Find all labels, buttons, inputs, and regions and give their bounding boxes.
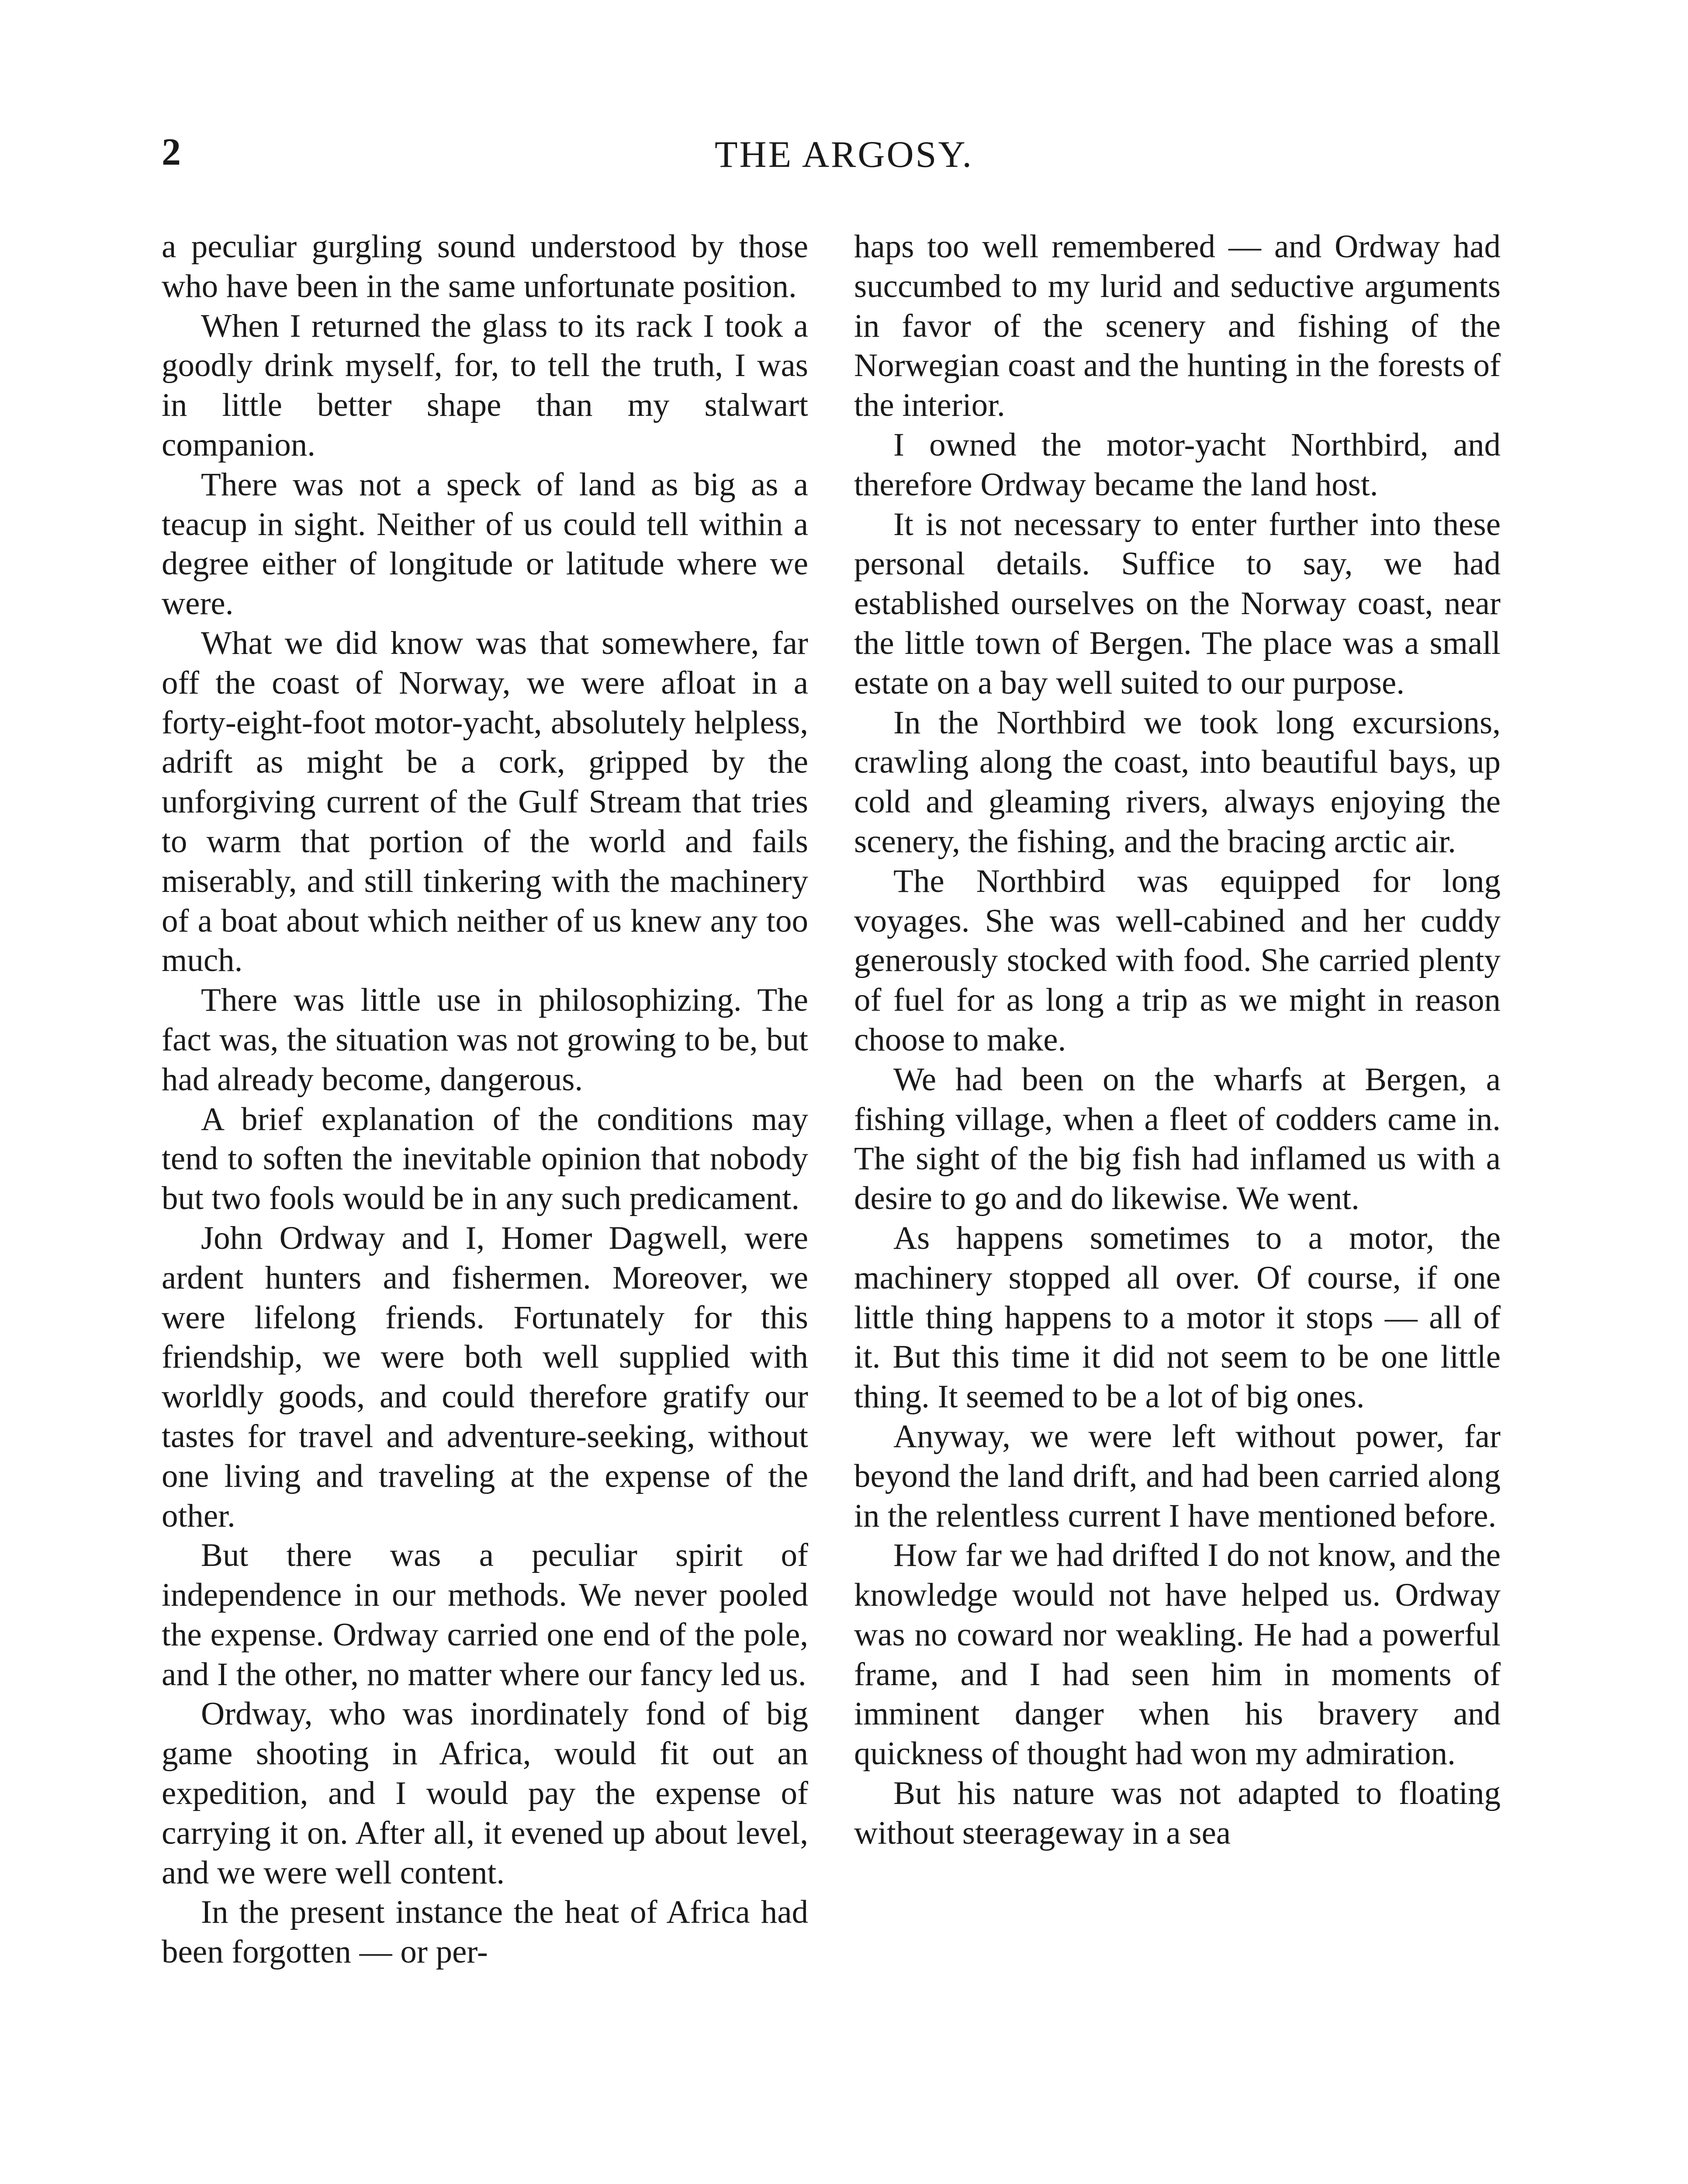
- paragraph: There was not a speck of land as big as a teacup in sight. Neither of us could tell within a degree either of longitude or latitude where we were.: [162, 466, 808, 622]
- paragraph: But there was a peculiar spirit of independence in our methods. We never pooled the expense. Ordway carried one end of the pole, and I the other, no matter where our fancy led us.: [162, 1537, 808, 1693]
- paragraph: How far we had drifted I do not know, and the knowledge would not have helped us. Ordway was no coward nor weakling. He had a powerful frame, and I had seen him in moments of imminent danger when his bravery and quickness of thought had won my admiration.: [854, 1537, 1501, 1772]
- paragraph: It is not necessary to enter further into these personal details. Suffice to say, we had established ourselves on the Norway coast, near the little town of Bergen. The place was a small estate on a bay well suited to our purpose.: [854, 506, 1501, 701]
- paragraph: In the present instance the heat of Africa had been forgotten — or per-: [162, 1894, 808, 1970]
- paragraph: In the Northbird we took long excursions, crawling along the coast, into beautiful bays, up cold and gleaming rivers, always enjoying the scenery, the fishing, and the bracing arctic air.: [854, 704, 1501, 860]
- paragraph: a peculiar gurgling sound understood by those who have been in the same unfortunate position.: [162, 228, 808, 304]
- paragraph: As happens sometimes to a motor, the machinery stopped all over. Of course, if one little thing happens to a motor it stops — all of it. But this time it did not seem to be one little thing. It seemed to be a lot of big ones.: [854, 1220, 1501, 1415]
- paragraph: Ordway, who was inordinately fond of big game shooting in Africa, would fit out an expedition, and I would pay the expense of carrying it on. After all, it evened up about level, and we were well content.: [162, 1696, 808, 1891]
- paragraph: haps too well remembered — and Ordway had succumbed to my lurid and seductive arguments in favor of the scenery and fishing of the Norwegian coast and the hunting in the forests of the interior.: [854, 228, 1501, 424]
- right-text-column: [854, 227, 1501, 1853]
- paragraph: I owned the motor-yacht Northbird, and therefore Ordway became the land host.: [854, 426, 1501, 503]
- running-head: THE ARGOSY.: [715, 133, 973, 175]
- paragraph: We had been on the wharfs at Bergen, a fishing village, when a fleet of codders came in. The sight of the big fish had inflamed us with a desire to go and do likewise. We went.: [854, 1061, 1501, 1217]
- left-text-column: [162, 227, 808, 1972]
- paragraph: A brief explanation of the conditions may tend to soften the inevitable opinion that nobody but two fools would be in any such predicament.: [162, 1101, 808, 1217]
- paragraph: John Ordway and I, Homer Dagwell, were ardent hunters and fishermen. Moreover, we were lifelong friends. Fortunately for this friendship, we were both well supplied with worldly goods, and could therefore gratify our tastes for travel and adventure-seeking, without one living and traveling at the expense of the other.: [162, 1220, 808, 1534]
- page-number: 2: [162, 131, 181, 173]
- paragraph: But his nature was not adapted to floating without steerageway in a sea: [854, 1775, 1501, 1851]
- paragraph: The Northbird was equipped for long voyages. She was well-cabined and her cuddy generously stocked with food. She carried plenty of fuel for as long a trip as we might in reason choose to make.: [854, 863, 1501, 1058]
- paragraph: Anyway, we were left without power, far beyond the land drift, and had been carried along in the relentless current I have mentioned before.: [854, 1418, 1501, 1534]
- paragraph: What we did know was that somewhere, far off the coast of Norway, we were afloat in a forty-eight-foot motor-yacht, absolutely helpless, adrift as might be a cork, gripped by the unforgiving current of the Gulf Stream that tries to warm that portion of the world and fails miserably, and still tinkering with the machinery of a boat about which neither of us knew any too much.: [162, 625, 808, 979]
- paragraph: There was little use in philosophizing. The fact was, the situation was not growing to be, but had already become, dangerous.: [162, 982, 808, 1098]
- paragraph: When I returned the glass to its rack I took a goodly drink myself, for, to tell the truth, I was in little better shape than my stalwart companion.: [162, 308, 808, 463]
